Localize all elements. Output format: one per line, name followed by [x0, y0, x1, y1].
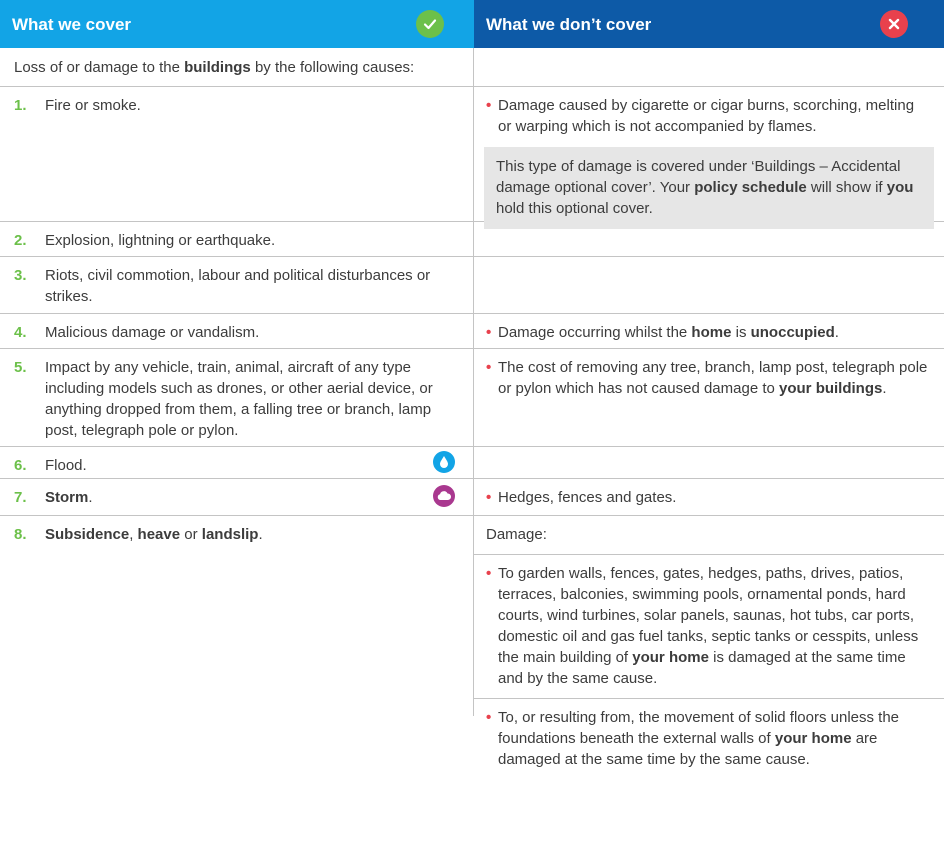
cover-item: 6. Flood.	[14, 457, 87, 474]
what-we-dont-cover-header	[474, 0, 944, 48]
table-row	[0, 87, 944, 222]
table-row	[0, 314, 944, 349]
exclusion-intro: Damage:	[486, 526, 547, 543]
cover-item: 4. Malicious damage or vandalism.	[14, 324, 260, 341]
cover-item: 3. Riots, civil commotion, labour and political disturbances or strikes.	[14, 267, 431, 305]
what-we-cover-header	[0, 0, 474, 48]
item-number: 3.	[14, 267, 27, 284]
table-row	[0, 447, 944, 479]
table-row	[0, 257, 944, 314]
what-we-cover-title: What we cover	[12, 14, 132, 34]
exclusion-item: • To garden walls, fences, gates, hedges, paths, drives, patios, terraces, balconies, swimming pools, ornamental ponds, hard courts, wind turbines, solar panels, saunas, hot tubs, car ports, domestic oil and gas fuel tanks, septic tanks or cesspits, unless the main building of your home is damaged at the same time and by the same cause.	[486, 565, 919, 687]
item-number: 2.	[14, 232, 27, 249]
exclusion-item: • The cost of removing any tree, branch, lamp post, telegraph pole or pylon which has not caused damage to your buildings.	[486, 359, 928, 397]
table-row	[0, 349, 944, 447]
cover-item: 7. Storm.	[14, 489, 93, 506]
cover-item: 5. Impact by any vehicle, train, animal, aircraft of any type including models such as drones, or other aerial device, or anything dropped from them, a falling tree or branch, lamp post, telegraph pole or pylon.	[14, 359, 433, 439]
exclusion-item: • Damage occurring whilst the home is unoccupied.	[486, 324, 839, 341]
item-number: 8.	[14, 526, 27, 543]
water-drop-icon	[433, 451, 455, 473]
table-row	[0, 516, 944, 768]
optional-cover-note: This type of damage is covered under ‘Buildings – Accidental damage optional cover’. Your policy schedule will show if you hold this optional cover.	[484, 147, 934, 229]
cloud-icon	[433, 485, 455, 507]
cover-item: 2. Explosion, lightning or earthquake.	[14, 232, 276, 249]
exclusion-item: • To, or resulting from, the movement of solid floors unless the foundations beneath the external walls of your home are damaged at the same time by the same cause.	[486, 709, 900, 768]
cover-item: 8. Subsidence, heave or landslip.	[14, 526, 263, 543]
check-icon	[416, 10, 444, 38]
item-number: 1.	[14, 97, 27, 114]
cover-item: 1. Fire or smoke.	[14, 97, 141, 114]
table-row	[0, 222, 944, 257]
what-we-dont-cover-title: What we don’t cover	[486, 14, 652, 34]
item-number: 6.	[14, 457, 27, 474]
intro-row	[0, 48, 944, 87]
intro-text: Loss of or damage to the buildings by the following causes:	[0, 48, 474, 86]
item-number: 5.	[14, 359, 27, 376]
table-row	[0, 479, 944, 516]
item-number: 7.	[14, 489, 27, 506]
close-icon	[880, 10, 908, 38]
exclusion-item: • Hedges, fences and gates.	[486, 489, 677, 506]
exclusion-item: • Damage caused by cigarette or cigar burns, scorching, melting or warping which is not accompanied by flames.	[486, 97, 915, 135]
item-number: 4.	[14, 324, 27, 341]
